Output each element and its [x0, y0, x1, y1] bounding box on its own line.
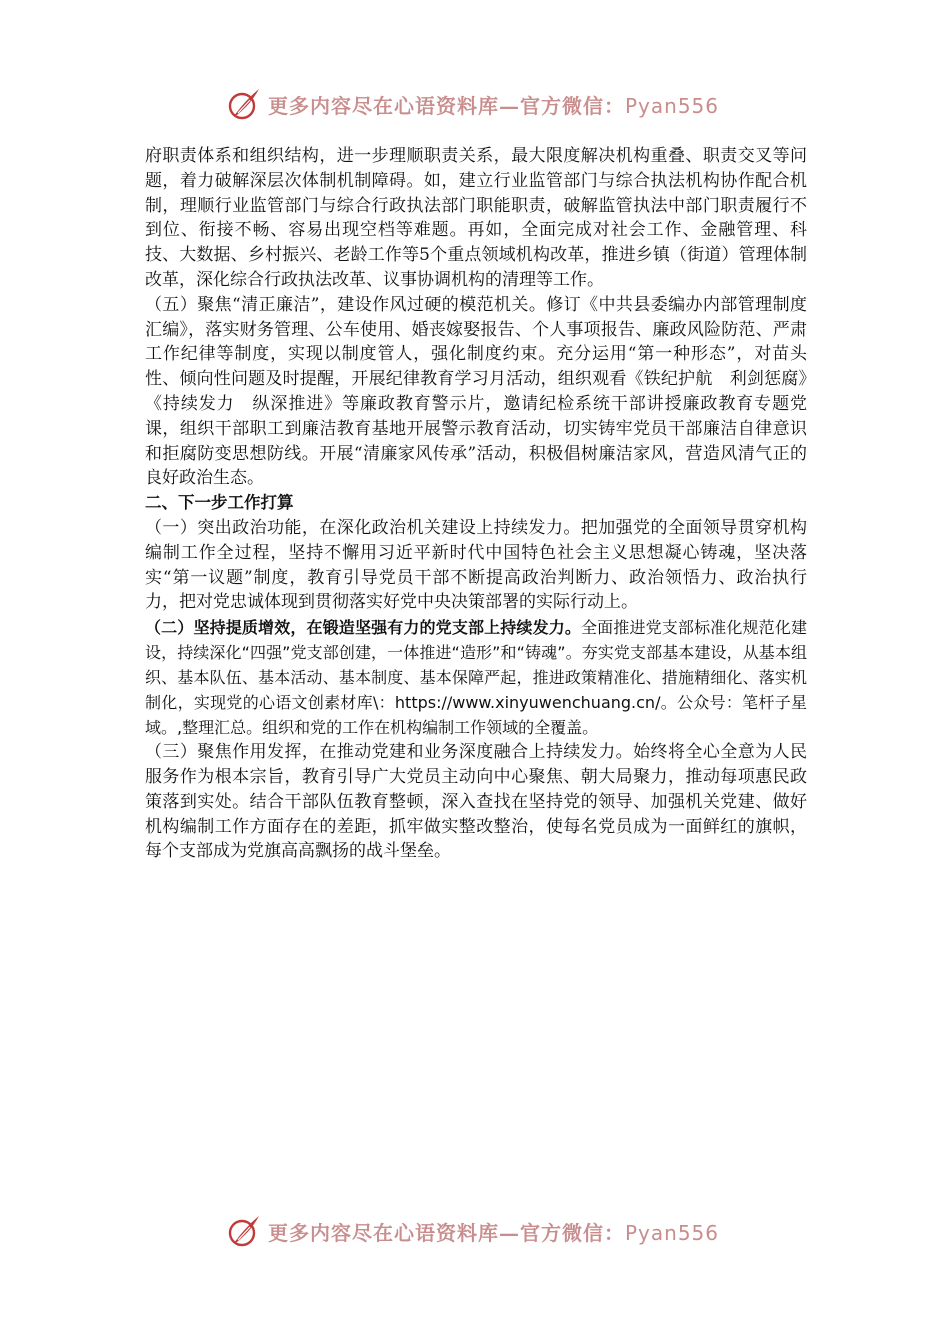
paragraph-item-2: [145, 615, 807, 740]
quill-logo-icon: [226, 86, 262, 122]
quill-logo-icon: [226, 1213, 262, 1249]
header-watermark-text: [268, 90, 719, 119]
header-watermark-label: 更多内容尽在心语资料库—官方微信：: [268, 93, 625, 118]
paragraph-item-2-body: 全面推进党支部标准化规范化建设，持续深化“四强”党支部创建，一体推进“造形”和“铸魂”。夯实党支部基本建设，从基本组织、基本队伍、基本活动、基本制度、基本保障严起，推进政策精准化、措施精细化、落实机制化，实现党的心语文创素材库\：https://www.xinyuwenchuang.cn/。公众号：笔杆子星域。,整理汇总。组织和党的工作在机构编制工作领域的全覆盖。: [145, 618, 807, 738]
header-wechat-id: Pyan556: [625, 93, 720, 118]
footer-wechat-id: Pyan556: [625, 1220, 720, 1245]
section-heading-next-steps: 二、下一步工作打算: [145, 493, 294, 513]
paragraph-continuation: 府职责体系和组织结构，进一步理顺职责关系，最大限度解决机构重叠、职责交叉等问题，着力破解深层次体制机制障碍。如，建立行业监管部门与综合执法机构协作配合机制，理顺行业监管部门与综合行政执法部门职能职责，破解监管执法中部门职责履行不到位、衔接不畅、容易出现空档等难题。再如，全面完成对社会工作、金融管理、科技、大数据、乡村振兴、老龄工作等5个重点领域机构改革，推进乡镇（街道）管理体制改革，深化综合行政执法改革、议事协调机构的清理等工作。: [145, 146, 807, 290]
paragraph-item-2-lead: （二）坚持提质增效，在锻造坚强有力的党支部上持续发力。: [145, 618, 582, 638]
header-watermark: [226, 84, 719, 124]
footer-watermark-label: 更多内容尽在心语资料库—官方微信：: [268, 1220, 625, 1245]
paragraph-item-3: （三）聚焦作用发挥，在推动党建和业务深度融合上持续发力。始终将全心全意为人民服务作为根本宗旨，教育引导广大党员主动向中心聚焦、朝大局聚力，推动每项惠民政策落到实处。结合干部队伍教育整顿，深入查找在坚持党的领导、加强机关党建、做好机构编制工作方面存在的差距，抓牢做实整改整治，使每名党员成为一面鲜红的旗帜，每个支部成为党旗高高飘扬的战斗堡垒。: [145, 742, 807, 862]
footer-watermark: [226, 1211, 719, 1251]
footer-watermark-text: [268, 1217, 719, 1246]
paragraph-item-1: （一）突出政治功能，在深化政治机关建设上持续发力。把加强党的全面领导贯穿机构编制工作全过程，坚持不懈用习近平新时代中国特色社会主义思想凝心铸魂，坚决落实“第一议题”制度，教育引导党员干部不断提高政治判断力、政治领悟力、政治执行力，把对党忠诚体现到贯彻落实好党中央决策部署的实际行动上。: [145, 517, 807, 613]
document-body: [145, 144, 807, 864]
paragraph-section-5: （五）聚焦“清正廉洁”，建设作风过硬的模范机关。修订《中共县委编办内部管理制度汇编》，落实财务管理、公车使用、婚丧嫁娶报告、个人事项报告、廉政风险防范、严肃工作纪律等制度，实现以制度管人，强化制度约束。充分运用“第一种形态”，对苗头性、倾向性问题及时提醒，开展纪律教育学习月活动，组织观看《铁纪护航 利剑惩腐》《持续发力 纵深推进》等廉政教育警示片，邀请纪检系统干部讲授廉政教育专题党课，组织干部职工到廉洁教育基地开展警示教育活动，切实铸牢党员干部廉洁自律意识和拒腐防变思想防线。开展“清廉家风传承”活动，积极倡树廉洁家风，营造风清气正的良好政治生态。: [145, 294, 807, 489]
